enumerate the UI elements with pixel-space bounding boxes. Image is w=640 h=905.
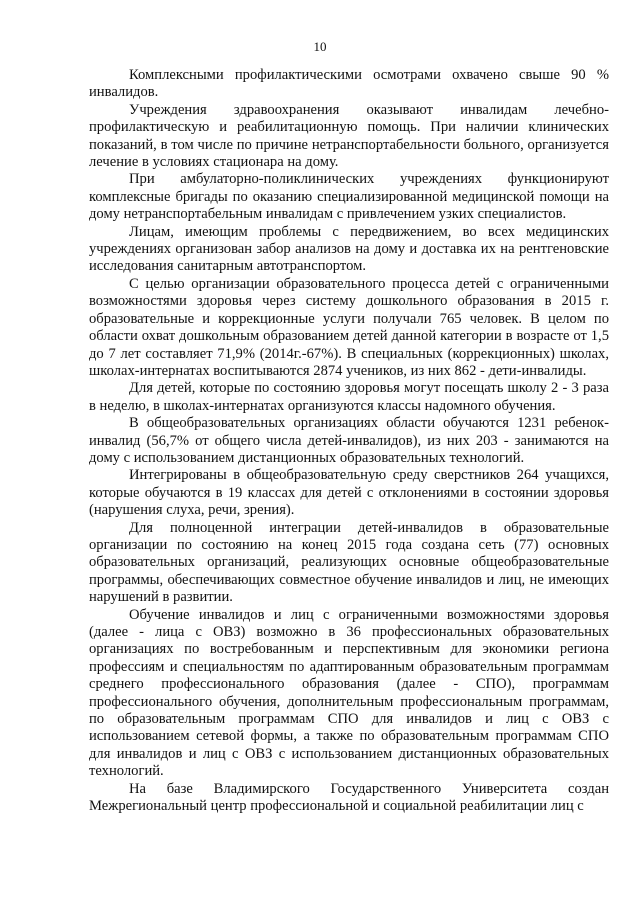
paragraph-preschool-education: С целью организации образовательного процесса детей с ограниченными возможностями здоровья через систему дошкольного образования в 2015 г. образовательные и коррекционные услуги получали 765 человек. В целом по области охват дошкольным образованием детей данной категории в возрасте от 1,5 до 7 лет составляет 71,9% (2014г.-67%). В специальных (коррекционных) школах, школах-интернатах воспитываются 2874 учеников, из них 862 - дети-инвалиды. [89, 275, 609, 379]
paragraph-mobility-assistance: Лицам, имеющим проблемы с передвижением, во всех медицинских учреждениях организован забор анализов на дому и доставка их на рентгеновские исследования санитарным автотранспортом. [89, 223, 609, 275]
document-body [89, 67, 609, 815]
paragraph-home-classes: Для детей, которые по состоянию здоровья могут посещать школу 2 - 3 раза в неделю, в школах-интернатах организуются классы надомного обучения. [89, 380, 609, 414]
paragraph-university-center: На базе Владимирского Государственного Университета создан Межрегиональный центр профессиональной и социальной реабилитации лиц с [89, 780, 609, 815]
paragraph-integration-network: Для полноценной интеграции детей-инвалидов в образовательные организации по состоянию на конец 2015 года создана сеть (77) основных образовательных организаций, реализующих основные общеобразовательные программы, обеспечивающих совместное обучение инвалидов и лиц, не имеющих нарушений в развитии. [89, 519, 609, 606]
paragraph-integrated-students: Интегрированы в общеобразовательную среду сверстников 264 учащихся, которые обучаются в 19 классах для детей с отклонениями в состоянии здоровья (нарушения слуха, речи, зрения). [89, 467, 609, 519]
page-number: 10 [313, 39, 327, 54]
paragraph-general-schools: В общеобразовательных организациях области обучаются 1231 ребенок-инвалид (56,7% от общего числа детей-инвалидов), из них 203 - занимаются на дому с использованием дистанционных образовательных технологий. [89, 415, 609, 466]
paragraph-checkups: Комплексными профилактическими осмотрами охвачено свыше 90 % инвалидов. [89, 67, 609, 101]
paragraph-vocational-training: Обучение инвалидов и лиц с ограниченными возможностями здоровья (далее - лица с ОВЗ) возможно в 36 профессиональных образовательных организациях по востребованным и перспективным для экономики региона профессиям и специальностям по адаптированным образовательным программам среднего профессионального образования (далее - СПО), программам профессионального обучения, дополнительным профессиональным программам, по образовательным программам СПО для инвалидов и лиц с ОВЗ с использованием сетевой формы, а также по образовательным программам СПО для инвалидов и лиц с ОВЗ с использованием дистанционных образовательных технологий. [89, 606, 609, 780]
paragraph-outpatient-teams: При амбулаторно-поликлинических учреждениях функционируют комплексные бригады по оказанию специализированной медицинской помощи на дому нетранспортабельным инвалидам с привлечением узких специалистов. [89, 171, 609, 223]
paragraph-healthcare-institutions: Учреждения здравоохранения оказывают инвалидам лечебно-профилактическую и реабилитационную помощь. При наличии клинических показаний, в том числе по причине нетранспортабельности больного, организуется лечение в условиях стационара на дому. [89, 101, 609, 171]
